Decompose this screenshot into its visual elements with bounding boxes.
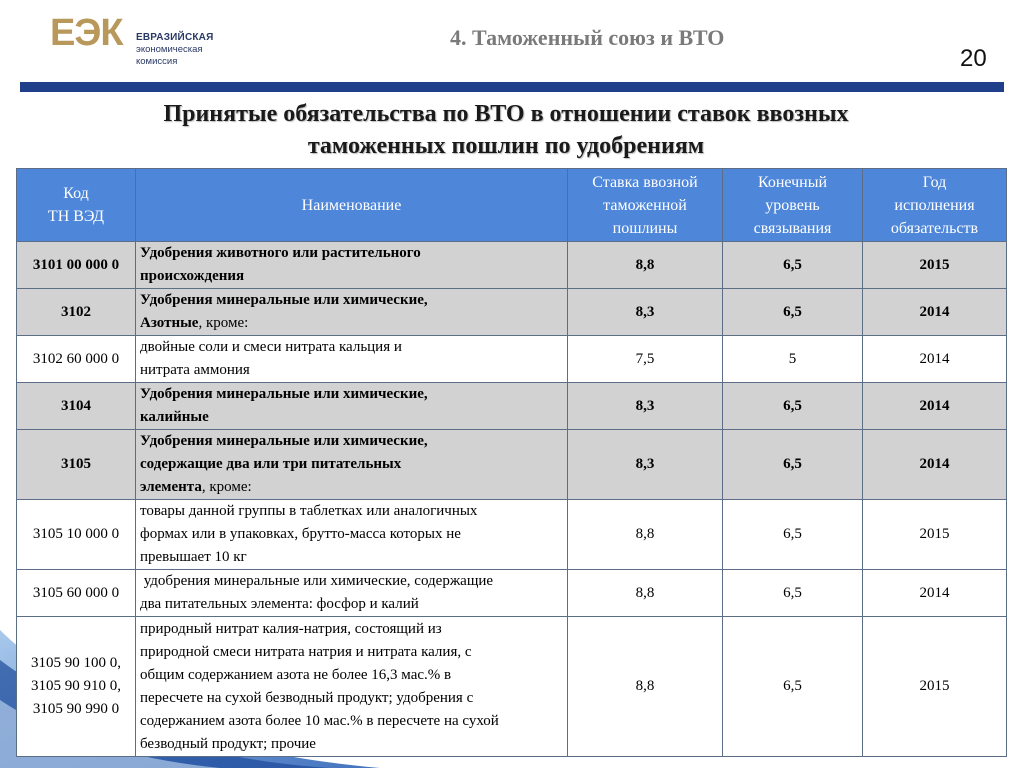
cell-rate: 8,8 bbox=[568, 242, 723, 289]
cell-rate: 8,3 bbox=[568, 289, 723, 336]
cell-rate: 8,8 bbox=[568, 500, 723, 570]
cell-name-text: Удобрения минеральные или химические, bbox=[140, 433, 428, 449]
table-header-row bbox=[17, 169, 1007, 242]
cell-code bbox=[17, 570, 136, 617]
cell-final-level: 6,5 bbox=[723, 289, 863, 336]
cell-year: 2015 bbox=[863, 617, 1007, 757]
cell-name-text: содержанием азота более 10 мас.% в пересчете на сухой bbox=[140, 712, 499, 729]
logo-line-1: ЕВРАЗИЙСКАЯ bbox=[136, 32, 214, 43]
cell-year: 2014 bbox=[863, 430, 1007, 500]
header-name: Наименование bbox=[136, 169, 568, 242]
cell-code-line: 3102 60 000 0 bbox=[32, 350, 120, 367]
cell-name-line bbox=[140, 500, 563, 523]
logo-line-2: экономическая bbox=[136, 44, 203, 55]
cell-name bbox=[136, 617, 568, 757]
cell-name-text: Удобрения животного или растительного bbox=[140, 245, 421, 261]
cell-code bbox=[17, 617, 136, 757]
cell-name bbox=[136, 383, 568, 430]
cell-final-level: 6,5 bbox=[723, 242, 863, 289]
table-row bbox=[17, 570, 1007, 617]
cell-name-text: пересчете на сухой безводный продукт; удобрения с bbox=[140, 689, 474, 706]
cell-name-text: двойные соли и смеси нитрата кальция и bbox=[140, 339, 402, 355]
cell-name-line bbox=[140, 359, 563, 382]
header-year-line: исполнения bbox=[894, 196, 975, 214]
cell-name-text: формах или в упаковках, брутто-масса которых не bbox=[140, 526, 461, 542]
slide-title-line-1: Принятые обязательства по ВТО в отношении ставок ввозных bbox=[163, 101, 849, 127]
cell-name-text: нитрата аммония bbox=[140, 362, 250, 378]
cell-year: 2014 bbox=[863, 383, 1007, 430]
header-code-line: ТН ВЭД bbox=[47, 208, 105, 225]
cell-name-suffix: , кроме: bbox=[201, 479, 252, 495]
cell-year: 2014 bbox=[863, 336, 1007, 383]
cell-rate: 8,3 bbox=[568, 383, 723, 430]
cell-code-line: 3105 90 100 0, bbox=[31, 655, 121, 671]
cell-final-level: 6,5 bbox=[723, 383, 863, 430]
cell-code-line: 3105 bbox=[61, 456, 91, 472]
section-title: 4. Таможенный союз и ВТО bbox=[450, 25, 725, 50]
cell-final-level: 6,5 bbox=[723, 430, 863, 500]
page-number: 20 bbox=[960, 45, 987, 72]
cell-name-text: содержащие два или три питательных bbox=[140, 456, 402, 472]
cell-name-suffix: , кроме: bbox=[198, 315, 249, 331]
cell-code-line: 3105 90 990 0 bbox=[32, 701, 120, 717]
cell-name-line bbox=[140, 289, 563, 312]
header-rate-line: пошлины bbox=[612, 219, 678, 237]
cell-year: 2014 bbox=[863, 289, 1007, 336]
cell-name-line bbox=[140, 710, 563, 733]
cell-name-line bbox=[140, 664, 563, 687]
table-body bbox=[17, 242, 1007, 757]
header-final-level bbox=[723, 169, 863, 242]
table-row bbox=[17, 242, 1007, 289]
cell-code-line: 3105 10 000 0 bbox=[32, 526, 120, 542]
cell-code-line: 3105 90 910 0, bbox=[31, 678, 121, 694]
cell-name-text: общим содержанием азота не более 16,3 мас.% в bbox=[140, 666, 452, 683]
cell-name bbox=[136, 430, 568, 500]
cell-name-line bbox=[140, 312, 563, 335]
header-year bbox=[863, 169, 1007, 242]
cell-code bbox=[17, 383, 136, 430]
cell-name bbox=[136, 242, 568, 289]
cell-name-line bbox=[140, 406, 563, 429]
cell-name-line bbox=[140, 546, 563, 569]
cell-code-line: 3105 60 000 0 bbox=[32, 584, 120, 601]
cell-name-text: природный нитрат калия-натрия, состоящий из bbox=[140, 620, 442, 637]
cell-name-text: два питательных элемента: фосфор и калий bbox=[140, 596, 419, 612]
cell-name-text: элемента bbox=[140, 479, 202, 495]
cell-name-line bbox=[140, 687, 563, 710]
header-rate-line: Ставка ввозной bbox=[592, 173, 698, 191]
cell-name-text: Удобрения минеральные или химические, bbox=[140, 386, 428, 402]
cell-name-line bbox=[140, 523, 563, 546]
cell-name-line bbox=[140, 476, 563, 499]
cell-final-level: 6,5 bbox=[723, 570, 863, 617]
table-row bbox=[17, 430, 1007, 500]
cell-name-line bbox=[140, 641, 563, 664]
slide-title bbox=[0, 98, 1012, 162]
cell-name bbox=[136, 500, 568, 570]
header-code-line: Код bbox=[63, 185, 89, 202]
cell-name-line bbox=[140, 618, 563, 641]
cell-name-line bbox=[140, 336, 563, 359]
cell-name bbox=[136, 289, 568, 336]
logo-text bbox=[136, 32, 276, 68]
cell-name-line bbox=[140, 453, 563, 476]
header-final-line: связывания bbox=[753, 219, 832, 237]
cell-name-line bbox=[140, 570, 563, 593]
header-rate bbox=[568, 169, 723, 242]
cell-name-line bbox=[140, 242, 563, 265]
cell-code bbox=[17, 430, 136, 500]
cell-code-line: 3102 bbox=[61, 303, 91, 320]
cell-code bbox=[17, 242, 136, 289]
cell-name bbox=[136, 336, 568, 383]
slide-header bbox=[0, 0, 1024, 92]
table-row bbox=[17, 500, 1007, 570]
cell-name-line bbox=[140, 430, 563, 453]
cell-code bbox=[17, 500, 136, 570]
cell-name-text: безводный продукт; прочие bbox=[140, 735, 316, 752]
cell-name-text: Удобрения минеральные или химические, bbox=[140, 292, 428, 308]
cell-name-text: превышает 10 кг bbox=[140, 549, 247, 565]
header-year-line: Год bbox=[922, 173, 947, 191]
cell-code-line: 3104 bbox=[61, 397, 91, 414]
cell-code-line: 3101 00 000 0 bbox=[32, 256, 120, 273]
table-row bbox=[17, 289, 1007, 336]
header-rate-line: таможенной bbox=[603, 196, 687, 214]
cell-name-line bbox=[140, 265, 563, 288]
logo-line-3: комиссия bbox=[136, 56, 178, 67]
header-final-line: Конечный bbox=[757, 173, 828, 191]
cell-name-text: природной смеси нитрата натрия и нитрата калия, с bbox=[140, 643, 472, 660]
cell-name-text: происхождения bbox=[140, 268, 245, 284]
header-year-line: обязательств bbox=[890, 219, 979, 237]
header-final-line: уровень bbox=[765, 196, 820, 214]
cell-code bbox=[17, 289, 136, 336]
cell-name-line bbox=[140, 383, 563, 406]
logo-mark: ЕЭК bbox=[50, 12, 123, 54]
cell-year: 2015 bbox=[863, 500, 1007, 570]
cell-final-level: 5 bbox=[723, 336, 863, 383]
cell-rate: 8,8 bbox=[568, 617, 723, 757]
cell-rate: 8,8 bbox=[568, 570, 723, 617]
cell-name bbox=[136, 570, 568, 617]
cell-name-line bbox=[140, 733, 563, 756]
slide-title-line-2: таможенных пошлин по удобрениям bbox=[307, 133, 705, 159]
cell-name-text: удобрения минеральные или химические, содержащие bbox=[140, 573, 494, 589]
cell-name-text: Азотные bbox=[140, 315, 199, 331]
header-code bbox=[17, 169, 136, 242]
table-row bbox=[17, 383, 1007, 430]
cell-name-line bbox=[140, 593, 563, 616]
cell-year: 2015 bbox=[863, 242, 1007, 289]
cell-rate: 8,3 bbox=[568, 430, 723, 500]
cell-name-text: товары данной группы в таблетках или аналогичных bbox=[140, 503, 478, 519]
cell-name-text: калийные bbox=[140, 409, 209, 425]
cell-final-level: 6,5 bbox=[723, 500, 863, 570]
header-divider-bar bbox=[20, 82, 1004, 92]
wto-tariff-table bbox=[16, 168, 1007, 757]
table-row bbox=[17, 336, 1007, 383]
cell-code bbox=[17, 336, 136, 383]
cell-year: 2014 bbox=[863, 570, 1007, 617]
cell-rate: 7,5 bbox=[568, 336, 723, 383]
table-row bbox=[17, 617, 1007, 757]
cell-final-level: 6,5 bbox=[723, 617, 863, 757]
